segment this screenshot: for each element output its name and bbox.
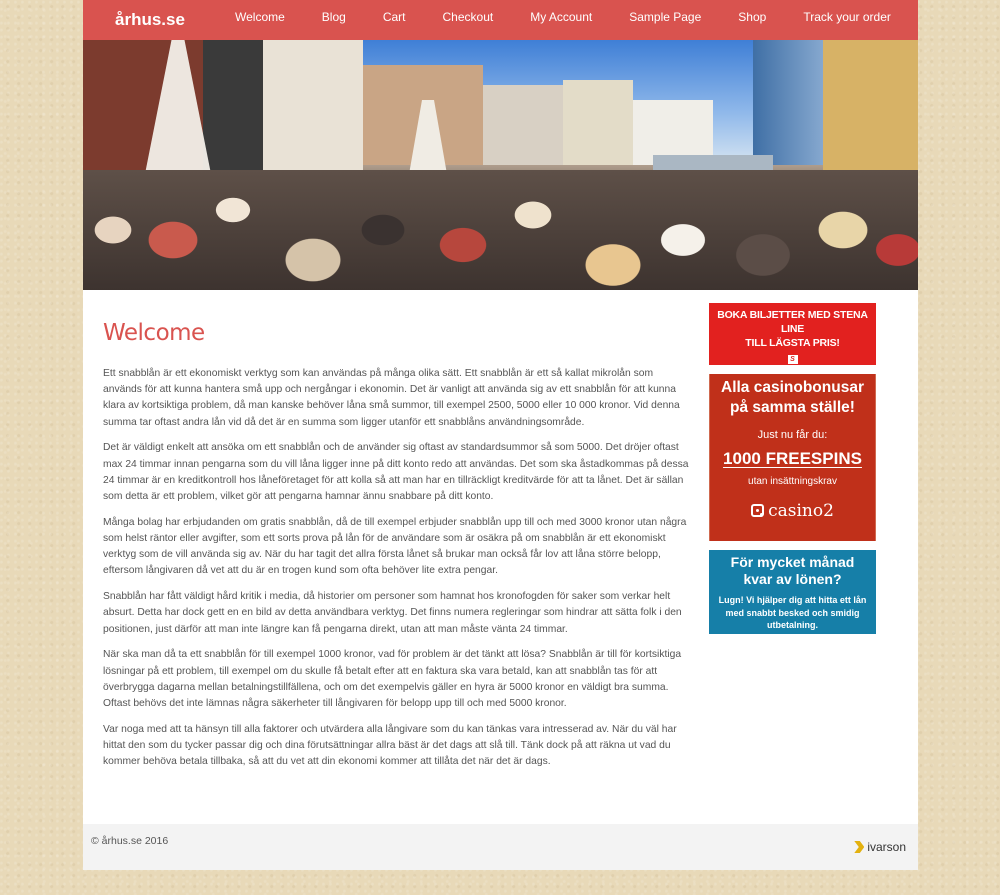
hero-building — [823, 40, 918, 190]
casino-ad-line1: Alla casinobonusar — [721, 379, 864, 396]
casino-ad-line2: på samma ställe! — [730, 398, 855, 416]
hero-banner-image — [83, 40, 918, 290]
loan-ad-body: Lugn! Vi hjälper dig att hitta ett lån med snabbt besked och smidig utbetalning. — [718, 595, 867, 630]
stena-logo-icon: S — [788, 355, 798, 364]
hero-building — [753, 40, 823, 165]
footer-copyright: © århus.se 2016 — [91, 835, 169, 847]
casino-ad-banner[interactable] — [709, 374, 876, 541]
ivarson-logo-icon — [854, 841, 864, 853]
menu-item-blog[interactable]: Blog — [321, 10, 346, 24]
sidebar-ads — [709, 303, 876, 634]
menu-item-track-order[interactable]: Track your order — [803, 10, 891, 24]
page-wrapper — [83, 0, 918, 870]
stena-logo-text: Stena Line — [767, 365, 818, 376]
article — [103, 320, 693, 780]
casino-ad-line3: Just nu får du: — [757, 429, 828, 441]
casino-ad-line5: utan insättningskrav — [748, 476, 837, 487]
hero-building — [263, 40, 363, 170]
article-paragraph: När ska man då ta ett snabblån för till exempel 1000 kronor, vad för problem är det tänkt att lösa? Snabblån är till för kortsiktiga lösningar på ett problem, till exempel om du skulle få betalt efter att en faktura ska vara betald, kan att snabblån tas för att överbrygga dagarna mellan betalningstillfällena, och om det exempelvis gäller en hyra är 5000 kronor en väldigt bra summa. Oftast behövs det inte lämnas några säkerheter till långivaren för belopp upp till och med 5000 kronor. — [103, 649, 682, 710]
casino2-logo-text: casino2 — [768, 501, 834, 521]
menu-item-welcome[interactable]: Welcome — [235, 10, 285, 24]
article-paragraph: Snabblån har fått väldigt hård kritik i media, då historier om personer som hamnat hos kronofogden för saker som verkar helt absurt. Detta har dock gett en en bild av detta användbara verktyg. Det finns numera regleringar som hindrar att sätta folk i den positionen, just därför att man inte längre kan få pengarna direkt, utan att man måste vänta 24 timmar. — [103, 591, 682, 635]
dice-icon — [751, 504, 764, 517]
hero-building — [483, 85, 563, 165]
article-paragraph: Ett snabblån är ett ekonomiskt verktyg som kan användas på många olika sätt. Ett snabblån är ett så kallat mikrolån som används för att kunna hantera små upp och nergångar i ekonomin. Det är vanligt att använda sig av ett snabblån för att kunna klara av kortsiktiga problem, då man kanske behöver låna små summor, till exempel 2500, 5000 eller 10 000 kronor. Vid denna summa tar oftast andra lån vid då det är en summa som ligger utanför ett snabblåns användningsområde. — [103, 368, 680, 428]
main-content — [83, 290, 918, 824]
stena-line-ad-banner[interactable] — [709, 303, 876, 376]
menu-item-my-account[interactable]: My Account — [530, 10, 593, 24]
article-paragraph: Många bolag har erbjudanden om gratis snabblån, då de till exempel erbjuder snabblån upp till och med 3000 kronor utan några som helst räntor eller avgifter, som ett sorts prova på lån för de användare som är osäkra på om snabblån är ett ekonomiskt verktyg som de vill använda sig av. När du har tagit det allra första lånet så brukar man också får lov att låna större belopp, eftersom långivaren då vet att du är en trogen kund som ofta behöver lite extra pengar. — [103, 516, 687, 577]
menu-item-shop[interactable]: Shop — [738, 10, 767, 24]
menu-item-cart[interactable]: Cart — [382, 10, 406, 24]
hero-building — [203, 40, 263, 180]
article-paragraph: Det är väldigt enkelt att ansöka om ett snabblån och de använder sig oftast av standardsummor så som 5000. Det dröjer oftast max 24 timmar innan pengarna som du vill låna ligger inne på ditt konto redo att användas. Det som ska åstadkommas på dessa 24 timmar är en kreditkontroll hos låneföretaget för att kolla så att man har en tillräckligt kreditvärde för att ta lånet. Det är sällan som detta är ett problem, vilket gör att pengarna hamnar ännu snabbare på ditt konto. — [103, 442, 689, 503]
article-paragraph: Var noga med att ta hänsyn till alla faktorer och utvärdera alla långivare som du kan tänkas vara intresserad av. När du väl har hittat den som du tycker passar dig och dina förutsättningar allra bäst är det dags att slå till. Tänk dock på att räkna ut vad du kommer behöva betala tillbaka, så att du vet att din ekonomi kommer att tillåta det när det är dags. — [103, 723, 677, 768]
casino-ad-freespins: 1000 FREESPINS — [723, 449, 862, 468]
site-brand-link[interactable]: århus.se — [115, 10, 185, 29]
ivarson-partner-link[interactable] — [854, 840, 906, 854]
casino2-logo — [710, 501, 875, 521]
page-title: Welcome — [103, 320, 205, 346]
loan-ad-line1: För mycket månad — [730, 554, 855, 570]
top-navbar — [83, 0, 918, 40]
hero-building — [563, 80, 633, 165]
stena-line-logo — [709, 353, 876, 376]
main-menu — [235, 0, 904, 40]
loan-ad-line2: kvar av lönen? — [743, 570, 842, 587]
loan-ad-banner[interactable] — [709, 550, 876, 634]
site-footer — [83, 824, 918, 870]
menu-item-checkout[interactable]: Checkout — [442, 10, 494, 24]
stena-ad-line2: TILL LÄGSTA PRIS! — [745, 337, 840, 349]
ivarson-partner-text: ivarson — [867, 840, 906, 854]
menu-item-sample-page[interactable]: Sample Page — [629, 10, 702, 24]
stena-ad-line1: BOKA BILJETTER MED STENA LINE — [717, 309, 868, 335]
hero-crowd — [83, 170, 918, 290]
